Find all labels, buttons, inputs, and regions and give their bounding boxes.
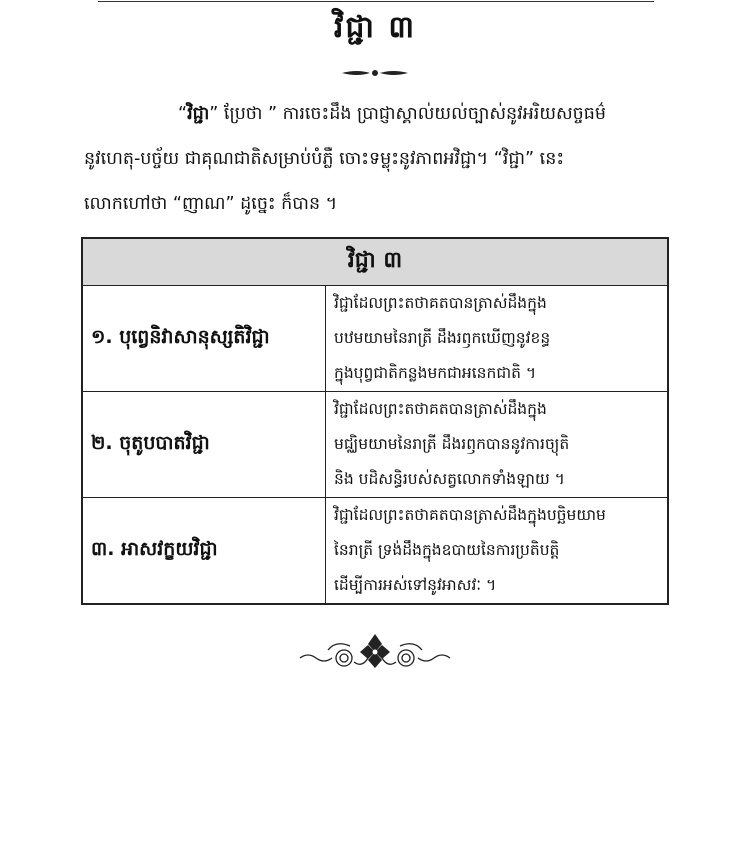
row-name: ២. ចុតូបបាតវិជ្ជា (82, 392, 326, 498)
desc-line: វិជ្ជាដែលព្រះតថាគតបានត្រាស់ដឹងក្នុង (334, 400, 547, 418)
row-name: ១. បុព្វេនិវាសានុស្សតិវិជ្ជា (82, 286, 326, 392)
top-rule (98, 1, 654, 2)
row-description (326, 286, 669, 392)
table-header-row (82, 238, 668, 286)
vijja-table (81, 237, 669, 605)
desc-line: វិជ្ជាដែលព្រះតថាគតបានត្រាស់ដឹងក្នុងបច្ឆិមយាម (334, 506, 606, 524)
row-description (326, 392, 669, 498)
intro-paragraph (84, 92, 676, 227)
row-description (326, 498, 669, 605)
table-row (82, 286, 668, 392)
intro-line: “វិជ្ជា” ប្រែថា ” ការចេះដឹង ប្រាជ្ញាស្គាល់យល់ច្បាស់នូវអរិយសច្ចធម៌ (178, 104, 607, 124)
desc-line: នៃរាត្រី ទ្រង់ដឹងក្នុងឧបាយនៃការប្រតិបត្តិ (334, 541, 560, 559)
desc-line: ដើម្បីការអស់ទៅនូវអាសវៈ ។ (334, 576, 497, 594)
intro-line: នូវហេតុ-បច្ច័យ ជាគុណជាតិសម្រាប់បំភ្លឺ ចោះទម្លុះនូវភាពអវិជ្ជា។ “វិជ្ជា” នេះ (84, 149, 565, 169)
desc-line: មជ្ឈិមយាមនៃរាត្រី ដឹងរឭកបាននូវការច្យុតិ (334, 435, 570, 453)
floral-end-ornament-icon (298, 628, 452, 676)
bold-term: វិជ្ជា (187, 104, 210, 124)
desc-line: វិជ្ជាដែលព្រះតថាគតបានត្រាស់ដឹងក្នុង (334, 294, 547, 312)
page-title: វិជ្ជា ៣ (333, 10, 417, 45)
small-divider-ornament-icon (340, 66, 410, 80)
desc-line: និង បដិសន្ធិរបស់សត្វលោកទាំងឡាយ ។ (334, 470, 565, 488)
table-header: វិជ្ជា ៣ (82, 238, 668, 286)
desc-line: បឋមយាមនៃរាត្រី ដឹងរឭកឃើញនូវខន្ធ (334, 329, 551, 347)
intro-line: លោកហៅថា “ញាណ” ដូច្នេះ ក៏បាន ។ (84, 194, 338, 214)
table-row (82, 498, 668, 605)
desc-line: ក្នុងបុព្វជាតិកន្លងមកជាអនេកជាតិ ។ (334, 364, 537, 382)
row-name: ៣. អាសវក្ខយវិជ្ជា (82, 498, 326, 605)
table-row (82, 392, 668, 498)
